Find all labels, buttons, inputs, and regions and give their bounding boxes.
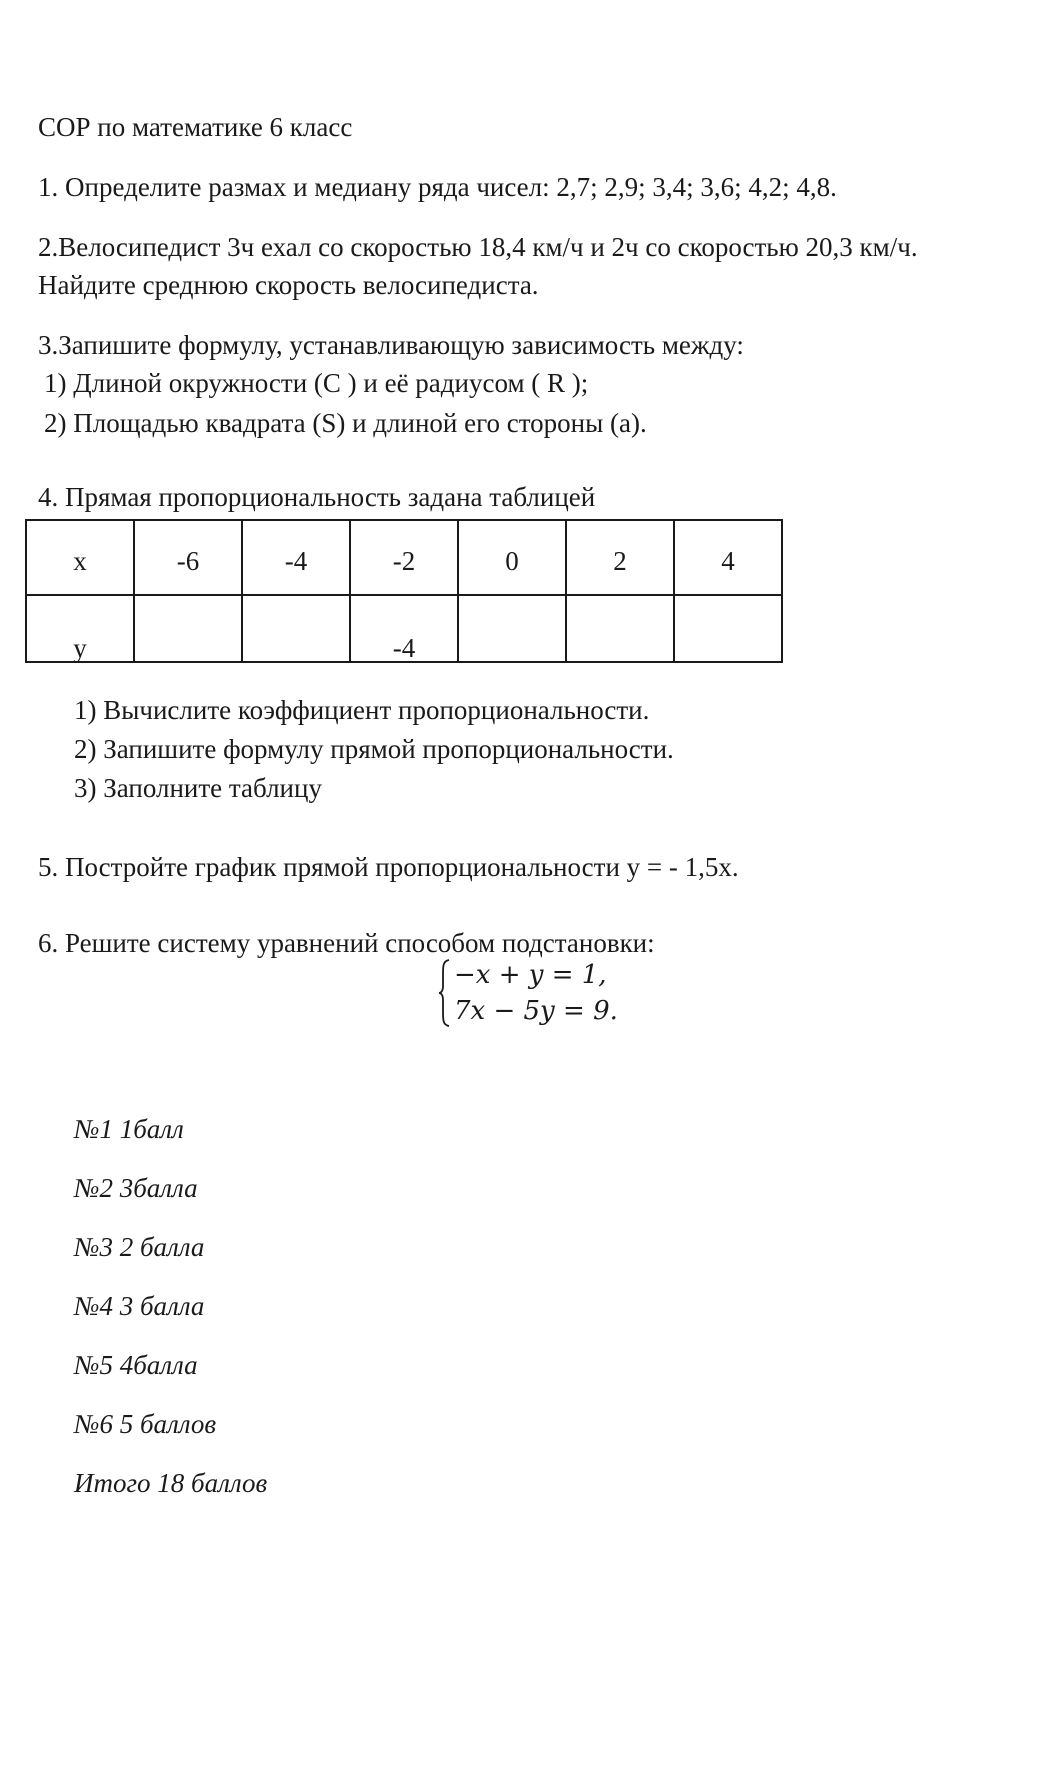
grade-item-6: №6 5 баллов (74, 1409, 217, 1439)
task-5: 5. Постройте график прямой пропорциональности y = - 1,5x. (38, 852, 739, 882)
task-3-item-1: 1) Длиной окружности (С ) и её радиусом ( R ); (44, 368, 589, 398)
table-cell (566, 595, 674, 662)
table-row-x (26, 520, 782, 595)
equation-1: −x + y = 1, (454, 960, 607, 990)
table-cell: -4 (242, 520, 350, 595)
table-cell (134, 595, 242, 662)
task-2-line-2: Найдите среднюю скорость велосипедиста. (38, 270, 539, 300)
table-cell: -6 (134, 520, 242, 595)
table-cell (674, 595, 782, 662)
table-row-y (26, 595, 782, 662)
document-title: СОР по математике 6 класс (38, 112, 353, 142)
task-4-heading: 4. Прямая пропорциональность задана таблицей (38, 482, 596, 512)
grade-item-2: №2 3балла (74, 1173, 198, 1203)
equation-2: 7x − 5y = 9. (454, 996, 618, 1026)
task-4-item-1: 1) Вычислите коэффициент пропорциональности. (74, 695, 650, 725)
task-4-item-2: 2) Запишите формулу прямой пропорциональности. (74, 734, 674, 764)
table-cell-x-label: x (26, 520, 134, 595)
proportion-table (25, 519, 783, 663)
task-3-heading: 3.Запишите формулу, устанавливающую зависимость между: (38, 330, 744, 360)
task-1: 1. Определите размах и медиану ряда чисел: 2,7; 2,9; 3,4; 3,6; 4,2; 4,8. (38, 172, 837, 202)
table-cell: 2 (566, 520, 674, 595)
grade-item-4: №4 3 балла (74, 1291, 205, 1321)
grade-item-5: №5 4балла (74, 1350, 198, 1380)
table-cell-y-label: y (26, 595, 134, 662)
table-cell (458, 595, 566, 662)
table-cell: 0 (458, 520, 566, 595)
table-cell: 4 (674, 520, 782, 595)
grade-item-3: №3 2 балла (74, 1232, 205, 1262)
table-cell: -4 (350, 595, 458, 662)
grade-item-1: №1 1балл (74, 1114, 184, 1144)
grade-total: Итого 18 баллов (74, 1468, 268, 1498)
table-cell: -2 (350, 520, 458, 595)
task-6-heading: 6. Решите систему уравнений способом подстановки: (38, 928, 655, 958)
task-4-item-3: 3) Заполните таблицу (74, 773, 322, 803)
table-cell (242, 595, 350, 662)
task-2-line-1: 2.Велосипедист 3ч ехал со скоростью 18,4 км/ч и 2ч со скоростью 20,3 км/ч. (38, 232, 918, 262)
task-3-item-2: 2) Площадью квадрата (S) и длиной его стороны (a). (44, 408, 647, 438)
brace-icon (438, 958, 450, 1028)
